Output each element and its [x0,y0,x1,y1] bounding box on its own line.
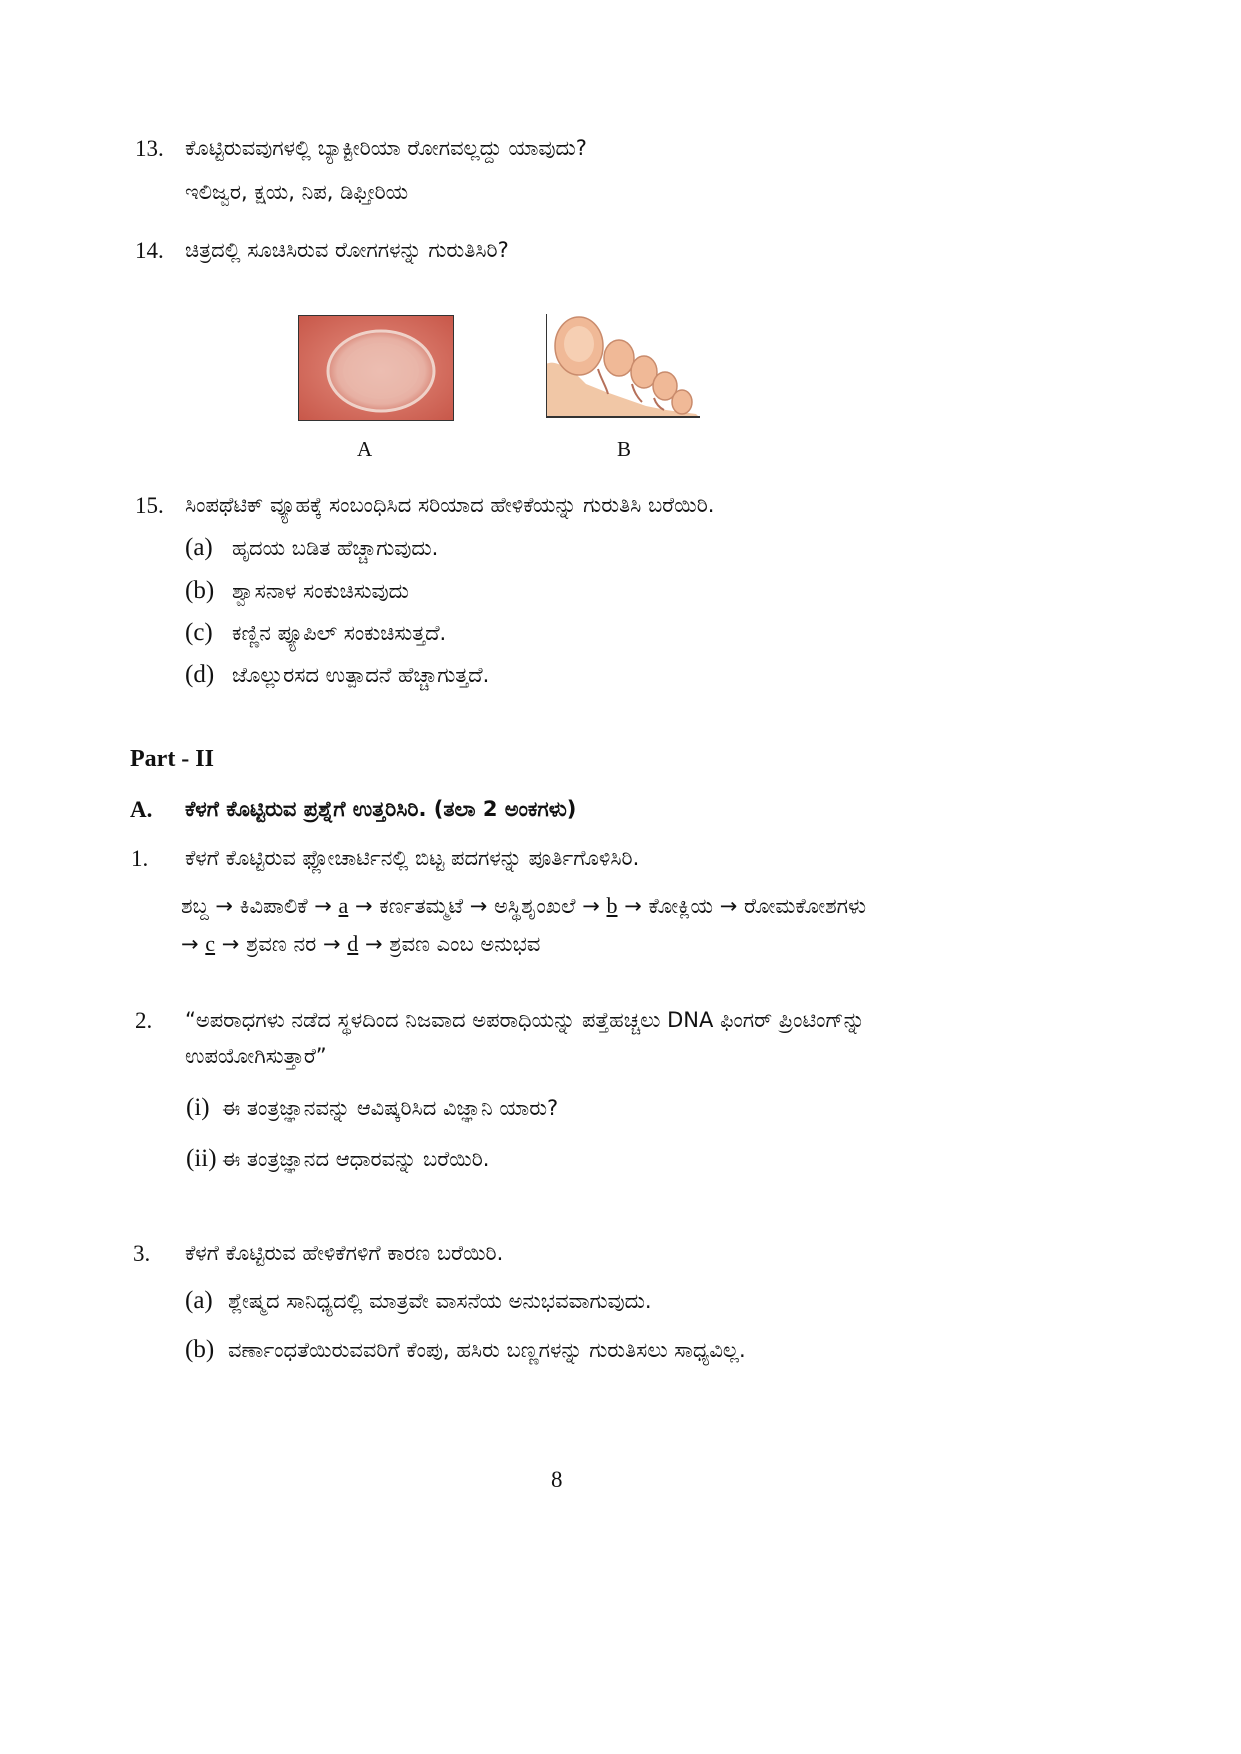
flow-arrow: → [314,894,332,918]
p1-number: 1. [131,846,149,871]
part-heading: Part - II [130,746,214,772]
q15-option-d-text: ಜೊಲ್ಲುರಸದ ಉತ್ಪಾದನೆ ಹೆಚ್ಚಾಗುತ್ತದೆ. [232,663,490,687]
q15-option-b-key: (b) [185,577,215,604]
flow-arrow: → [719,894,738,918]
q15-option-a-text: ಹೃದಯ ಬಡಿತ ಹೆಚ್ಚಾಗುವುದು. [232,536,439,560]
p3-number: 3. [133,1241,151,1266]
flow-word: ಶ್ರವಣ ನರ [246,932,317,956]
label-a: A [357,437,373,461]
p2-number: 2. [135,1008,153,1033]
flow-arrow: → [582,894,600,918]
flow-arrow: → [469,894,488,918]
image-a-skin-rash [298,315,454,421]
q15-option-b-text: ಶ್ವಾಸನಾಳ ಸಂಕುಚಿಸುವುದು [232,579,409,603]
p3-sub-a-key: (a) [185,1287,213,1314]
p2-sub-ii-text: ಈ ತಂತ್ರಜ್ಞಾನದ ಆಧಾರವನ್ನು ಬರೆಯಿರಿ. [222,1147,490,1171]
flow-word: ಕಿವಿಪಾಲಿಕೆ [239,894,308,918]
q15-number: 15. [135,493,164,518]
flow-word: ಕರ್ಣತಮ್ಮಟೆ [379,894,464,918]
image-a-svg [299,316,453,420]
flowchart-line-1 [181,893,866,919]
flow-word: ಕೋಕ್ಲಿಯ [648,894,714,918]
blank-a: a [338,893,349,918]
q13-number: 13. [135,136,164,161]
flow-word: ಶಬ್ದ [181,894,209,918]
q15-text: ಸಿಂಪಥೆಟಿಕ್ ವ್ಯೂಹಕ್ಕೆ ಸಂಬಂಧಿಸಿದ ಸರಿಯಾದ ಹೇಳಿಕೆಯನ್ನು ಗುರುತಿಸಿ ಬರೆಯಿರಿ. [185,493,715,517]
p2-sub-i-text: ಈ ತಂತ್ರಜ್ಞಾನವನ್ನು ಆವಿಷ್ಕರಿಸಿದ ವಿಜ್ಞಾನಿ ಯಾರು? [222,1096,559,1120]
p2-text-line-2: ಉಪಯೋಗಿಸುತ್ತಾರೆ” [185,1044,327,1068]
flow-arrow: → [322,932,341,956]
q13-options: ಇಲಿಜ್ವರ, ಕ್ಷಯ, ನಿಪ, ಡಿಫ್ತೀರಿಯ [185,180,409,204]
flowchart-line-2 [181,931,540,957]
p3-sub-b-text: ವರ್ಣಾಂಧತೆಯಿರುವವರಿಗೆ ಕೆಂಪು, ಹಸಿರು ಬಣ್ಣಗಳನ್ನು ಗುರುತಿಸಲು ಸಾಧ್ಯವಿಲ್ಲ. [228,1338,746,1362]
flow-arrow: → [354,894,373,918]
second-toe [604,340,634,376]
q15-option-a-key: (a) [185,534,213,561]
q14-number: 14. [135,238,164,263]
p3-sub-b-key: (b) [185,1336,215,1363]
flow-arrow: → [215,894,233,918]
q15-option-d-key: (d) [185,661,215,688]
blank-c: c [205,931,216,956]
q15-option-c-text: ಕಣ್ಣಿನ ಪ್ಯೂಪಿಲ್ ಸಂಕುಚಿಸುತ್ತದೆ. [232,621,447,645]
image-b-svg [546,314,700,418]
little-toe [672,390,692,414]
p3-text: ಕೆಳಗೆ ಕೊಟ್ಟಿರುವ ಹೇಳಿಕೆಗಳಿಗೆ ಕಾರಣ ಬರೆಯಿರಿ. [185,1241,504,1265]
q15-option-c-key: (c) [185,619,213,646]
q14-text: ಚಿತ್ರದಲ್ಲಿ ಸೂಚಿಸಿರುವ ರೋಗಗಳನ್ನು ಗುರುತಿಸಿರಿ? [185,238,509,262]
p2-sub-ii-key: (ii) [186,1145,217,1172]
blank-b: b [606,893,618,918]
image-b-foot-infection [546,314,700,418]
flow-arrow: → [364,932,383,956]
flow-arrow: → [624,894,642,918]
p1-text: ಕೆಳಗೆ ಕೊಟ್ಟಿರುವ ಫ್ಲೋಚಾರ್ಟಿನಲ್ಲಿ ಬಿಟ್ಟ ಪದಗಳನ್ನು ಪೂರ್ತಿಗೊಳಿಸಿರಿ. [185,846,640,870]
flow-word: ಅಸ್ಥಿಶೃಂಖಲೆ [494,894,576,918]
flow-arrow: → [221,932,240,956]
section-key: A. [130,797,153,822]
flow-word: ರೋಮಕೋಶಗಳು [744,894,867,918]
label-b: B [617,437,632,461]
p2-text-line-1: “ಅಪರಾಧಗಳು ನಡೆದ ಸ್ಥಳದಿಂದ ನಿಜವಾದ ಅಪರಾಧಿಯನ್ನು ಪತ್ತೆಹಚ್ಚಲು DNA ಫಿಂಗರ್ ಪ್ರಿಂಟಿಂಗ್‌ನ್ನು [185,1008,865,1032]
p2-sub-i-key: (i) [186,1094,210,1121]
flow-arrow: → [181,932,199,956]
q13-text: ಕೊಟ್ಟಿರುವವುಗಳಲ್ಲಿ ಬ್ಯಾಕ್ಟೀರಿಯಾ ರೋಗವಲ್ಲದ್ದು ಯಾವುದು? [185,136,587,160]
blank-d: d [347,931,359,956]
p3-sub-a-text: ಶ್ಲೇಷ್ಮದ ಸಾನಿಧ್ಯದಲ್ಲಿ ಮಾತ್ರವೇ ವಾಸನೆಯ ಅನುಭವವಾಗುವುದು. [228,1289,652,1313]
page-number: 8 [551,1467,563,1492]
section-instruction: ಕೆಳಗೆ ಕೊಟ್ಟಿರುವ ಪ್ರಶ್ನೆಗೆ ಉತ್ತರಿಸಿರಿ. (ತಲಾ 2 ಅಂಕಗಳು) [185,797,577,821]
flow-word: ಶ್ರವಣ ಎಂಬ ಅನುಭವ [389,932,541,956]
